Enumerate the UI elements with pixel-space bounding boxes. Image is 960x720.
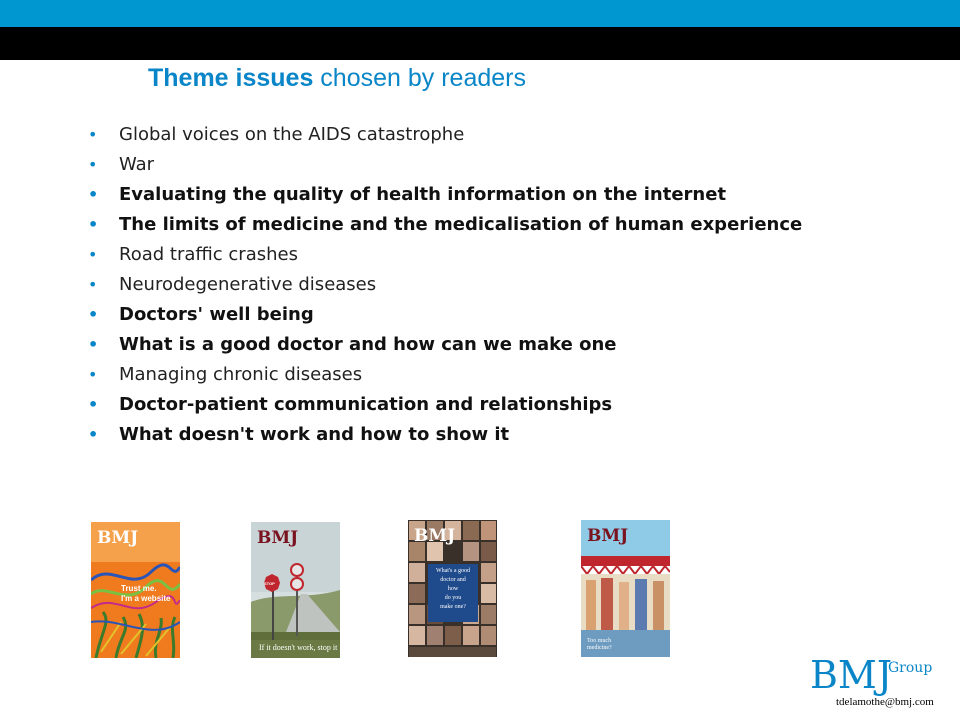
cover-caption-line: make one?: [440, 604, 466, 610]
list-item-text: War: [119, 154, 155, 175]
list-item-text: What doesn't work and how to show it: [119, 424, 510, 445]
cover-caption-line: medicine?: [587, 645, 612, 651]
list-item: [88, 244, 868, 266]
list-item-text: Doctor-patient communication and relationships: [119, 394, 613, 415]
bullet-icon: •: [88, 215, 99, 234]
list-item-text: The limits of medicine and the medicalisation of human experience: [119, 214, 803, 235]
bullet-icon: •: [88, 245, 98, 264]
top-black-bar: [0, 27, 960, 60]
theme-list: [88, 124, 868, 454]
logo-main-text: BMJ: [810, 653, 893, 697]
bullet-icon: •: [88, 425, 99, 444]
cover-masthead: BMJ: [587, 526, 629, 546]
cover-masthead: BMJ: [97, 528, 139, 548]
list-item: [88, 124, 868, 146]
cover-caption: [587, 638, 612, 652]
bullet-icon: •: [88, 185, 99, 204]
logo-sub-text: Group: [888, 660, 933, 676]
cover-caption-line: If it doesn't work, stop it: [259, 643, 338, 652]
slide-title: [148, 64, 526, 93]
list-item: [88, 184, 868, 206]
list-item: [88, 424, 868, 446]
bullet-icon: •: [88, 275, 98, 294]
cover-caption-line: What's a good: [435, 568, 471, 574]
list-item-text: Global voices on the AIDS catastrophe: [119, 124, 465, 145]
list-item-text: Doctors' well being: [119, 304, 314, 325]
bullet-icon: •: [88, 365, 98, 384]
list-item-text: Road traffic crashes: [119, 244, 298, 265]
cover-caption-line: Too much: [587, 638, 612, 644]
cover-website: [91, 522, 180, 658]
bullet-icon: •: [88, 335, 99, 354]
bmj-group-logo: [810, 653, 933, 697]
top-blue-bar: [0, 0, 960, 27]
cover-caption-line: doctor and: [440, 577, 466, 583]
cover-caption-line: I'm a website: [121, 594, 171, 603]
list-item-text: Neurodegenerative diseases: [119, 274, 377, 295]
cover-caption-line: Trust me.: [121, 584, 157, 593]
list-item: [88, 214, 868, 236]
cover-caption-line: do you: [444, 595, 462, 601]
list-item: [88, 274, 868, 296]
bullet-icon: •: [88, 125, 98, 144]
list-item: [88, 334, 868, 356]
cover-masthead: BMJ: [414, 526, 456, 546]
cover-too-much-medicine: [581, 520, 670, 657]
list-item: [88, 154, 868, 176]
list-item: [88, 304, 868, 326]
title-rest: chosen by readers: [313, 64, 526, 92]
list-item: [88, 394, 868, 416]
list-item-text: Evaluating the quality of health information on the internet: [119, 184, 727, 205]
contact-email: tdelamothe@bmj.com: [836, 696, 934, 708]
bullet-icon: •: [88, 305, 99, 324]
stop-sign-text: STOP: [264, 581, 275, 586]
cover-caption: [430, 567, 476, 612]
bullet-icon: •: [88, 395, 99, 414]
list-item: [88, 364, 868, 386]
cover-masthead: BMJ: [257, 528, 299, 548]
cover-caption: [121, 584, 170, 604]
title-bold: Theme issues: [148, 64, 314, 92]
bullet-icon: •: [88, 155, 98, 174]
list-item-text: What is a good doctor and how can we make one: [119, 334, 617, 355]
cover-good-doctor: [408, 520, 497, 657]
list-item-text: Managing chronic diseases: [119, 364, 363, 385]
cover-stop-sign: [251, 522, 340, 658]
cover-caption-line: how: [447, 586, 459, 592]
